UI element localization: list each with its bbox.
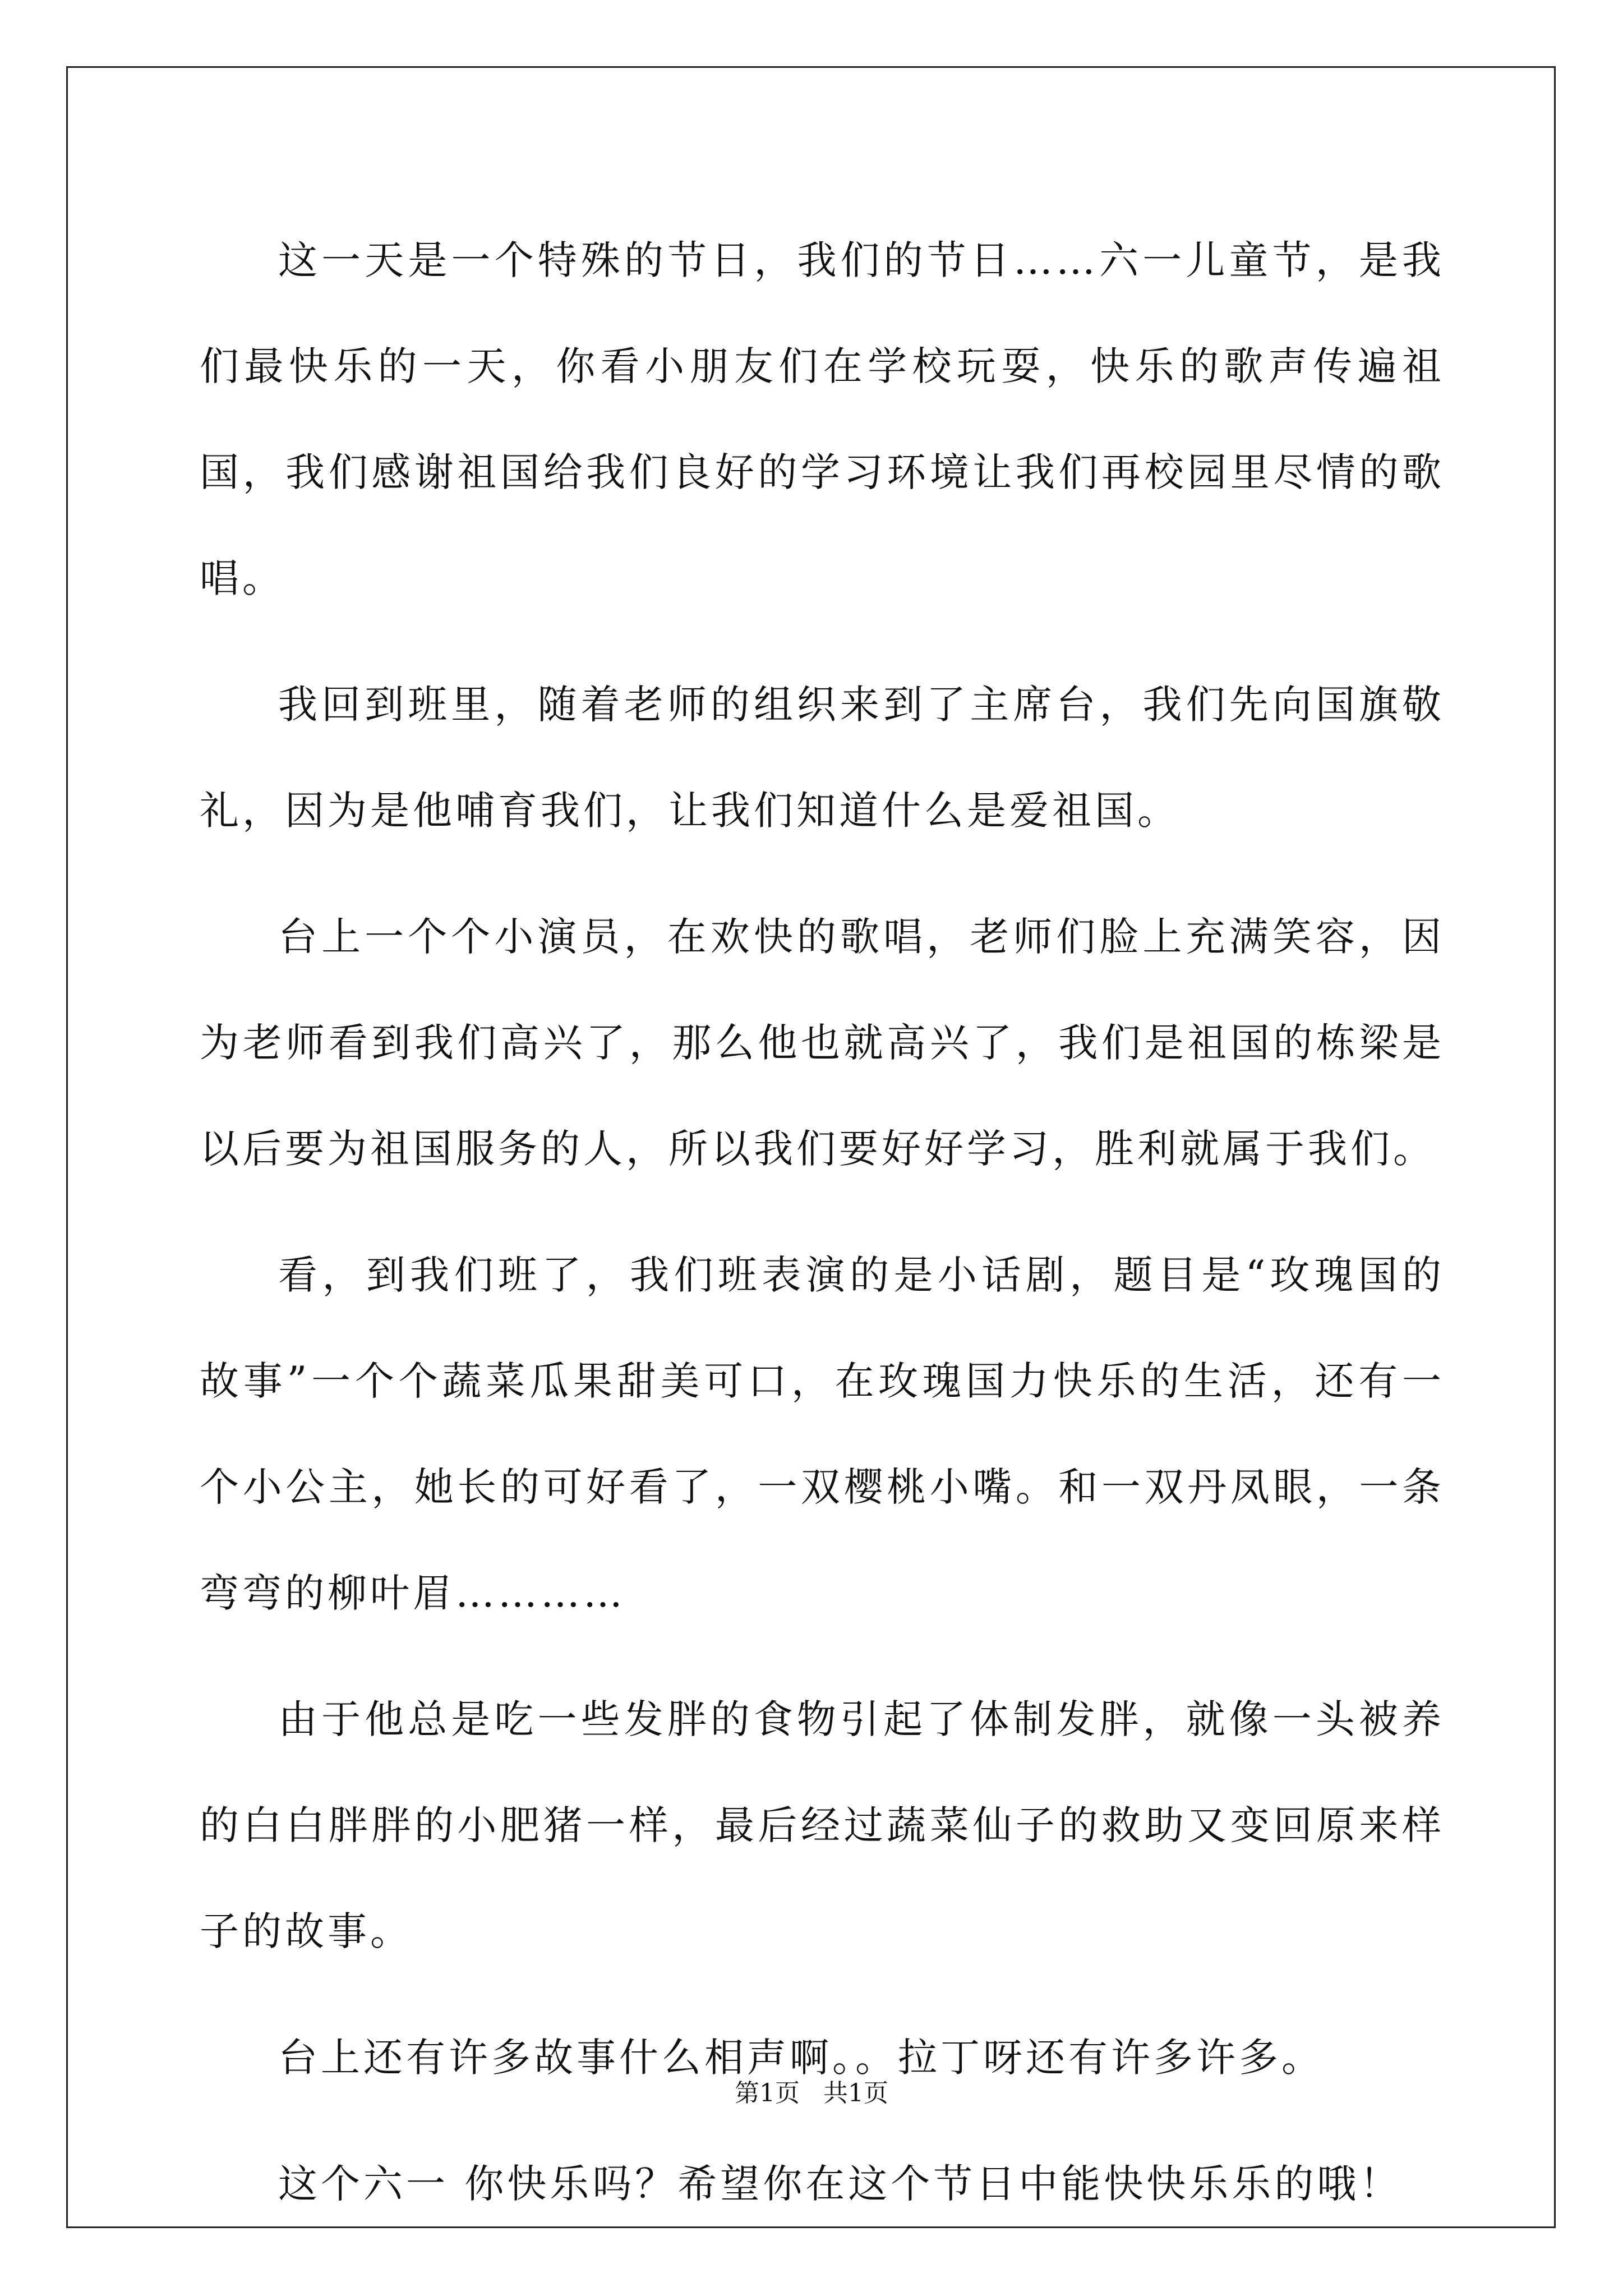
- paragraph: 我回到班里，随着老师的组织来到了主席台，我们先向国旗敬礼，因为是他哺育我们，让我们知道什么是爱祖国。: [200, 682, 1445, 834]
- page-total: 共1页: [823, 2079, 888, 2108]
- page-number: 第1页: [735, 2079, 800, 2108]
- paragraph: 由于他总是吃一些发胖的食物引起了体制发胖，就像一头被养的白白胖胖的小肥猪一样，最后经过蔬菜仙子的救助又变回原来样子的故事。: [200, 1696, 1445, 1954]
- paragraph: 台上还有许多故事什么相声啊。。拉丁呀还有许多许多。: [278, 2035, 1324, 2081]
- page-footer: [0, 2077, 1623, 2110]
- paragraph: 这个六一 你快乐吗？希望你在这个节日中能快快乐乐的哦！: [278, 2161, 1403, 2207]
- paragraph: 看，到我们班了，我们班表演的是小话剧，题目是“玫瑰国的故事”一个个蔬菜瓜果甜美可口，在玫瑰国力快乐的生活，还有一个小公主，她长的可好看了，一双樱桃小嘴。和一双丹凤眼，一条弯弯的柳叶眉…………: [200, 1252, 1445, 1616]
- paragraph: 台上一个个小演员，在欢快的歌唱，老师们脸上充满笑容，因为老师看到我们高兴了，那么他也就高兴了，我们是祖国的栋梁是以后要为祖国服务的人，所以我们要好好学习，胜利就属于我们。: [200, 914, 1445, 1172]
- paragraph: 这一天是一个特殊的节日，我们的节日……六一儿童节，是我们最快乐的一天，你看小朋友们在学校玩耍，快乐的歌声传遍祖国，我们感谢祖国给我们良好的学习环境让我们再校园里尽情的歌唱。: [200, 237, 1445, 601]
- document-body: [200, 208, 1445, 2257]
